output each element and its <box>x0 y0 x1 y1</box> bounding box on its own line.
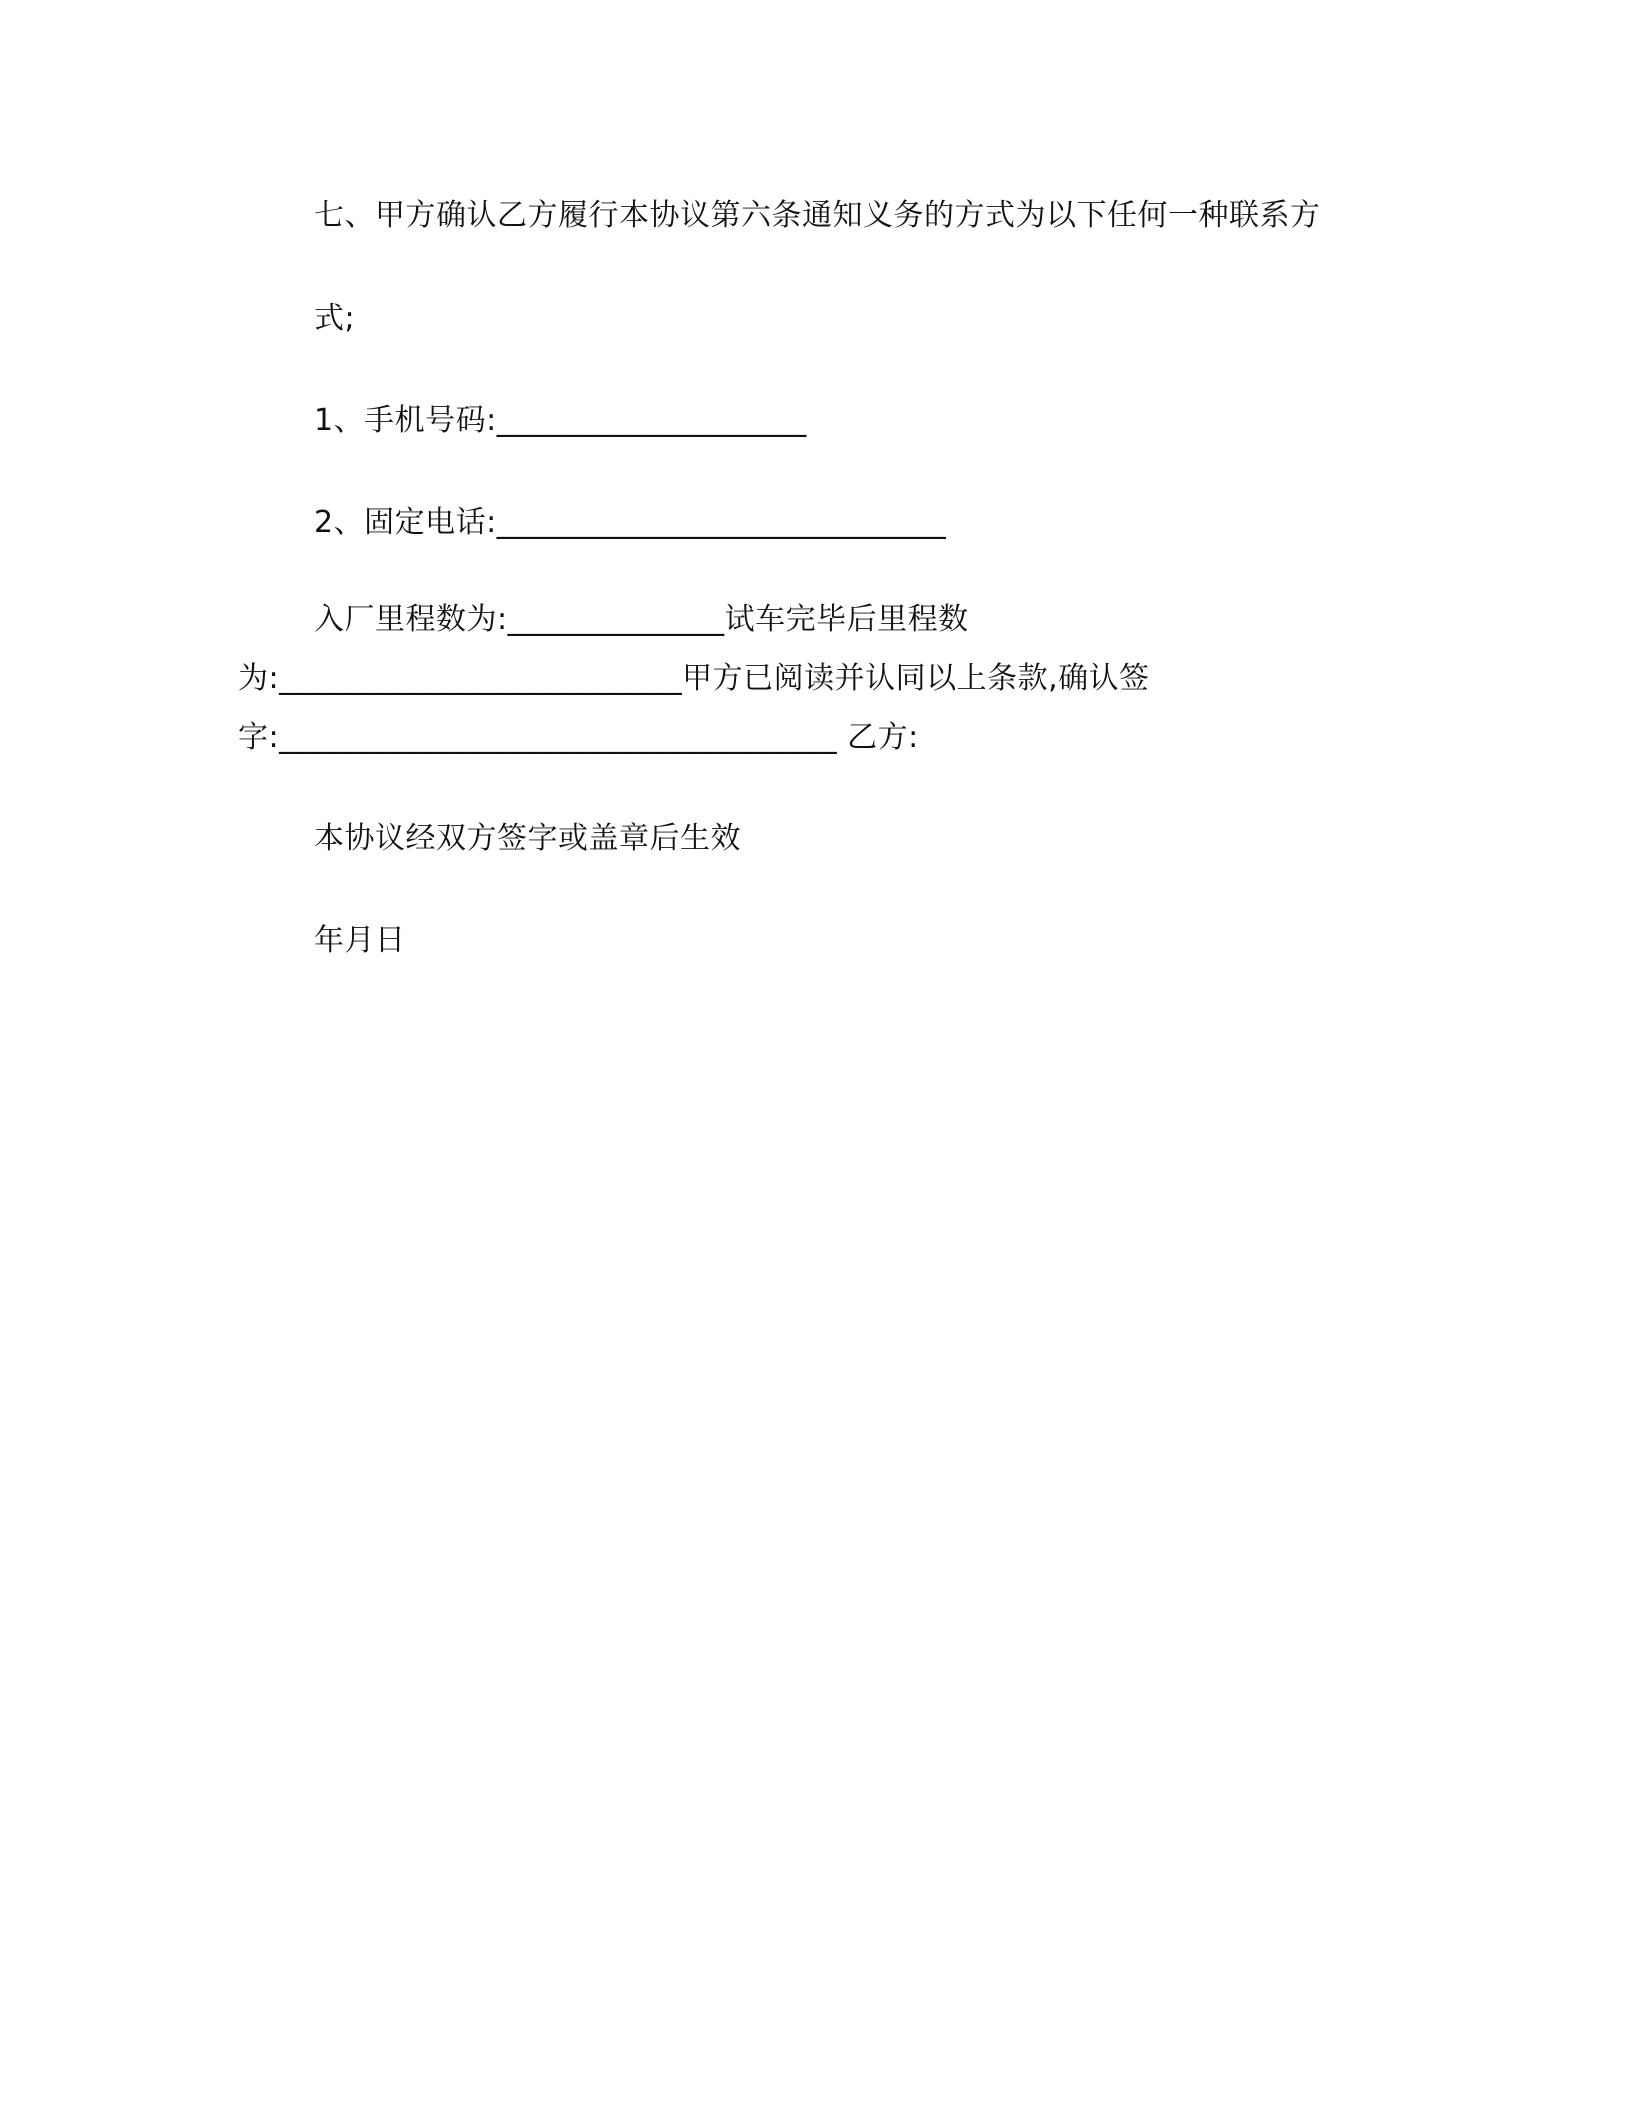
clause-seven-line-1: 七、甲方确认乙方履行本协议第六条通知义务的方式为以下任何一种联系方 <box>314 198 1321 233</box>
signature-line: 字:____________________________________ 乙方: <box>238 720 919 755</box>
mileage-line-1: 入厂里程数为:______________试车完毕后里程数 <box>314 602 969 637</box>
mobile-number-field: 1、手机号码:____________________ <box>314 403 807 438</box>
effective-clause: 本协议经双方签字或盖章后生效 <box>314 821 741 856</box>
landline-number-field: 2、固定电话:_____________________________ <box>314 505 947 540</box>
mileage-line-2: 为:__________________________甲方已阅读并认同以上条款,确认签 <box>238 661 1150 696</box>
date-line: 年月日 <box>314 923 406 958</box>
clause-seven-line-2: 式; <box>314 301 356 336</box>
